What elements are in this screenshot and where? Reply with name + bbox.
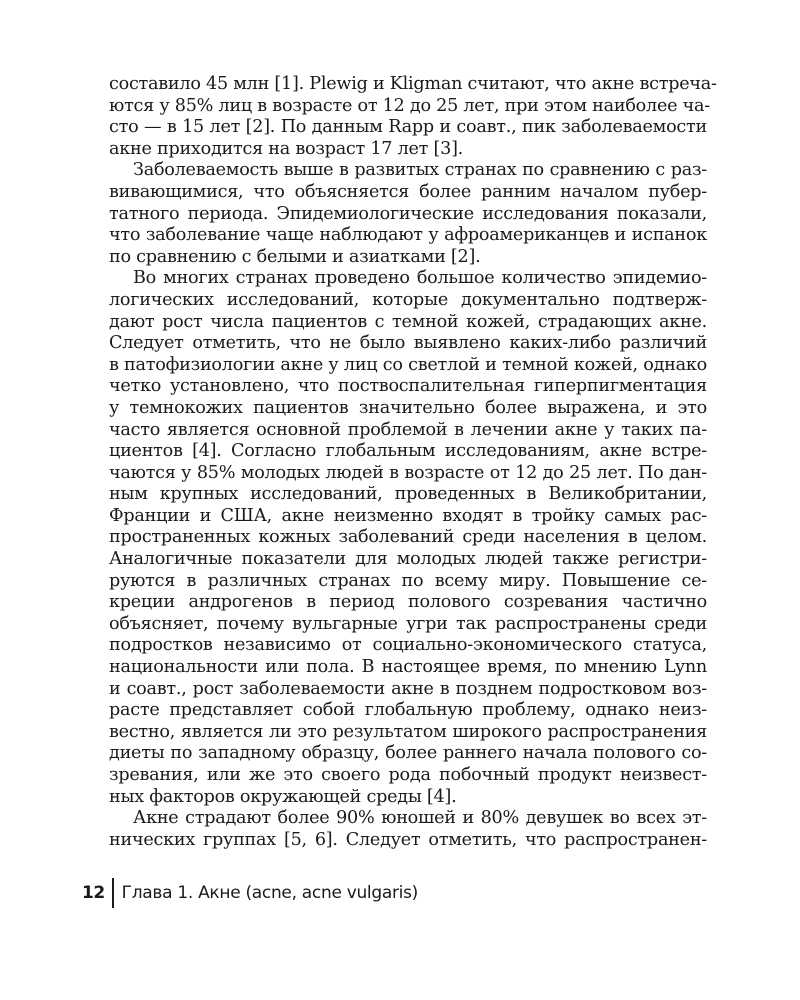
text-line: что заболевание чаще наблюдают у афроамериканцев и испанок — [109, 225, 707, 246]
text-line: чаются у 85% молодых людей в возрасте от 12 до 25 лет. По дан- — [109, 462, 707, 483]
text-line: сто — в 15 лет [2]. По данным Rapp и соавт., пик заболеваемости — [109, 117, 707, 138]
text-line: в патофизиологии акне у лиц со светлой и темной кожей, однако — [109, 354, 707, 375]
text-line: вивающимися, что объясняется более ранним началом пубер- — [109, 181, 707, 202]
text-line: креции андрогенов в период полового созревания частично — [109, 592, 707, 613]
text-line: у темнокожих пациентов значительно более выражена, и это — [109, 397, 707, 418]
text-line: по сравнению с белыми и азиатками [2]. — [109, 246, 481, 267]
text-line: подростков независимо от социально-экономического статуса, — [109, 635, 707, 656]
text-line: руются в различных странах по всему миру. Повышение се- — [109, 570, 707, 591]
body-text — [109, 74, 717, 851]
text-line: расте представляет собой глобальную проблему, однако неиз- — [109, 700, 707, 721]
text-line: циентов [4]. Согласно глобальным исследованиям, акне встре- — [109, 441, 707, 462]
text-line: Франции и США, акне неизменно входят в тройку самых рас- — [109, 505, 707, 526]
footer-divider — [112, 878, 114, 908]
text-line: объясняет, почему вульгарные угри так распространены среди — [109, 613, 707, 634]
text-line: Во многих странах проведено большое количество эпидемио- — [133, 268, 707, 289]
text-line: четко установлено, что поствоспалительная гиперпигментация — [109, 376, 707, 397]
page-footer — [82, 878, 418, 908]
text-line: татного периода. Эпидемиологические исследования показали, — [109, 203, 707, 224]
text-line: ных факторов окружающей среды [4]. — [109, 786, 457, 807]
text-line: составило 45 млн [1]. Plewig и Kligman считают, что акне встреча- — [109, 74, 717, 94]
text-line: Аналогичные показатели для молодых людей также регистри- — [109, 549, 707, 570]
page-number: 12 — [82, 883, 105, 903]
text-line: логических исследований, которые документально подтверж- — [109, 289, 707, 310]
text-line: ным крупных исследований, проведенных в Великобритании, — [109, 484, 707, 505]
text-line: акне приходится на возраст 17 лет [3]. — [109, 138, 464, 159]
text-line: диеты по западному образцу, более раннего начала полового со- — [109, 743, 707, 764]
text-line: ются у 85% лиц в возрасте от 12 до 25 лет, при этом наиболее ча- — [109, 95, 710, 116]
text-line: часто является основной проблемой в лечении акне у таких па- — [109, 419, 707, 440]
text-line: вестно, является ли это результатом широкого распространения — [109, 721, 707, 742]
text-line: национальности или пола. В настоящее время, по мнению Lynn — [109, 657, 707, 678]
running-head: Глава 1. Акне (acne, acne vulgaris) — [121, 883, 418, 903]
text-line: дают рост числа пациентов с темной кожей, страдающих акне. — [109, 311, 707, 332]
text-line: нических группах [5, 6]. Следует отметить, что распространен- — [109, 829, 707, 850]
text-line: Следует отметить, что не было выявлено каких-либо различий — [109, 333, 707, 354]
text-line: Акне страдают более 90% юношей и 80% девушек во всех эт- — [133, 808, 707, 829]
text-line: пространенных кожных заболеваний среди населения в целом. — [109, 527, 707, 548]
text-line: зревания, или же это своего рода побочный продукт неизвест- — [109, 765, 707, 785]
text-line: Заболеваемость выше в развитых странах по сравнению с раз- — [133, 160, 707, 181]
text-line: и соавт., рост заболеваемости акне в позднем подростковом воз- — [109, 678, 707, 699]
